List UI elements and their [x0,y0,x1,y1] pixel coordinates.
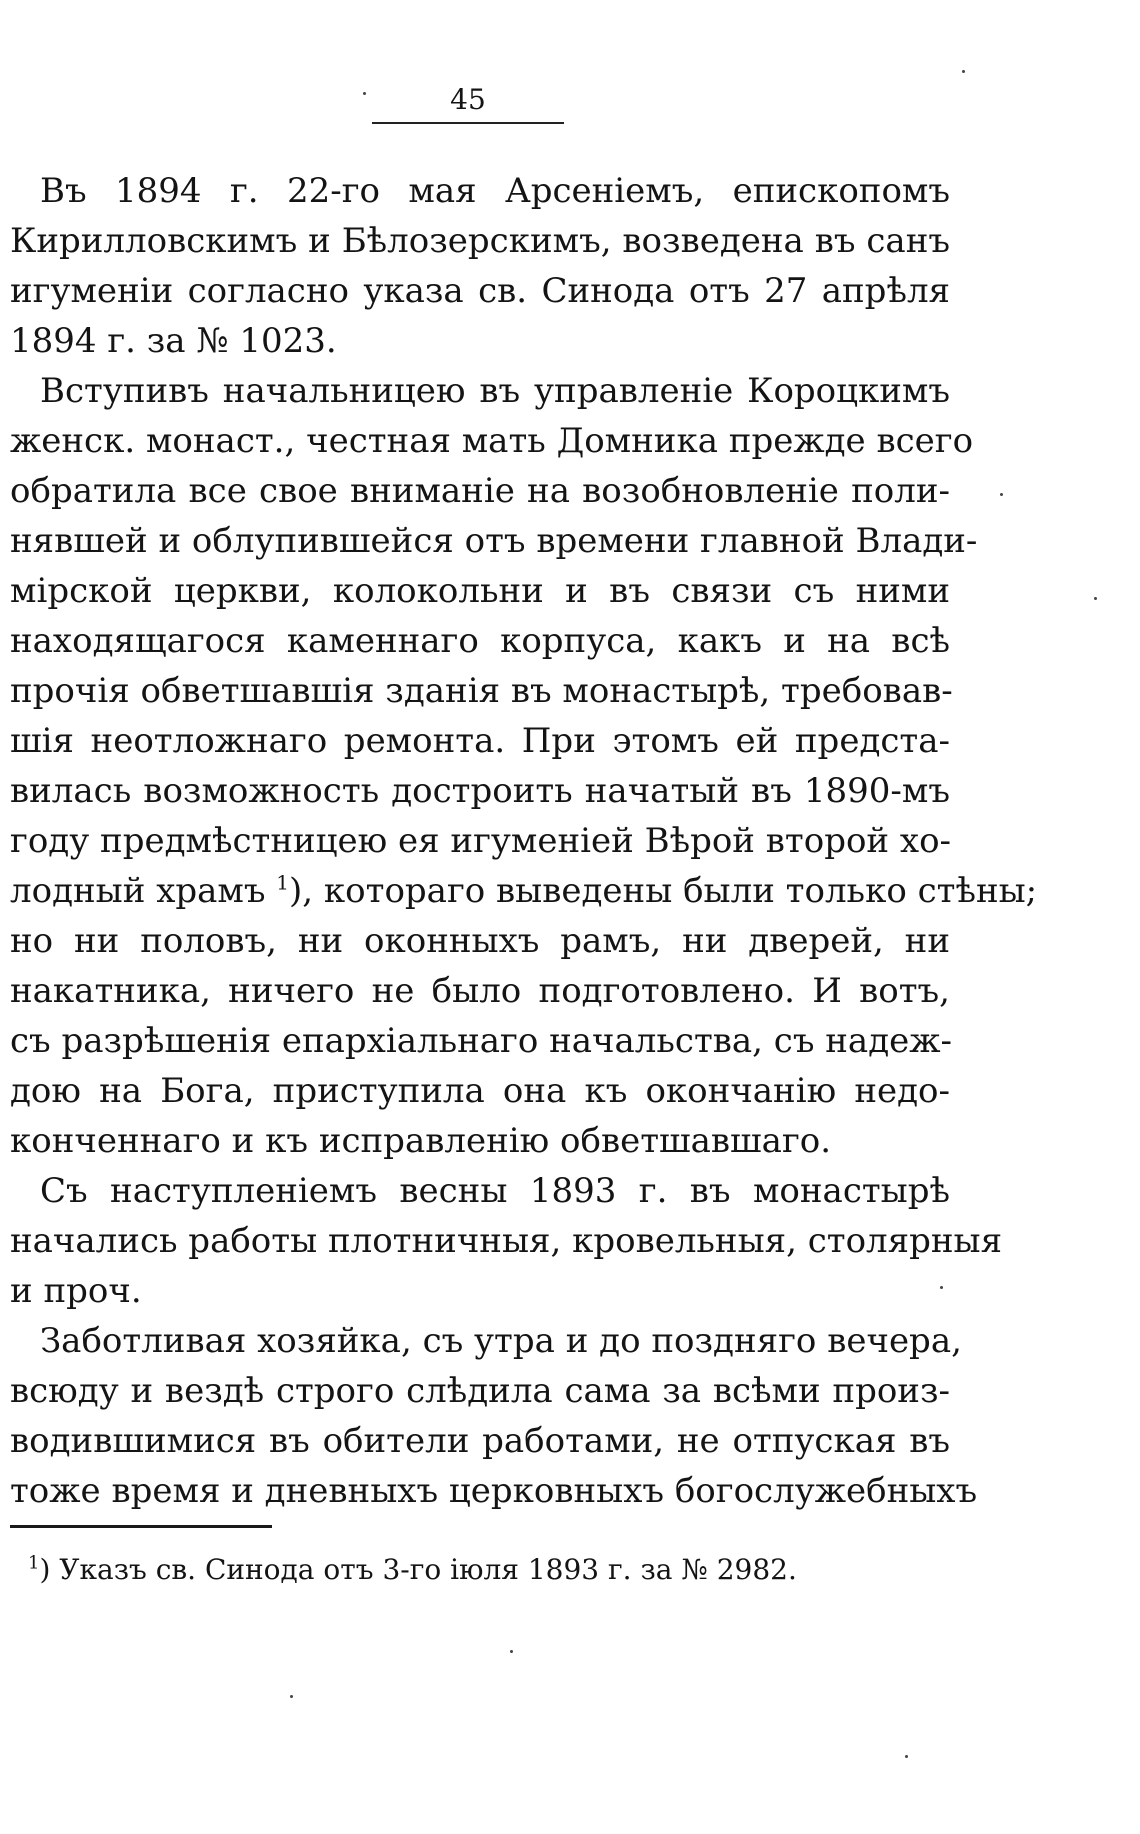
text-line: нявшей и облупившейся отъ времени главной Влади- [10,521,978,561]
footnote-reference: 1 [276,870,290,895]
text-line: но ни половъ, ни оконныхъ рамъ, ни дверей, ни [10,921,950,961]
text-segment: лодный храмъ [10,871,266,911]
text-line: шія неотложнаго ремонта. При этомъ ей предста- [10,721,950,761]
text-line: и проч. [10,1271,142,1311]
text-line: 1894 г. за № 1023. [10,321,337,361]
scan-speck [940,1286,943,1289]
text-line: прочія обветшавшія зданія въ монастырѣ, требовав- [10,671,953,711]
text-line: игуменіи согласно указа св. Синода отъ 27 апрѣля [10,271,950,311]
text-line: вилась возможность достроить начатый въ 1890-мъ [10,771,950,811]
text-line: водившимися въ обители работами, не отпуская въ [10,1421,950,1461]
text-line: начались работы плотничныя, кровельныя, столярныя [10,1221,1003,1261]
scan-speck [290,1695,293,1698]
scan-speck [962,70,965,73]
footnote-marker: 1 [28,1552,40,1574]
scan-speck [1094,597,1097,600]
footnote-divider [10,1525,272,1528]
text-line: съ разрѣшенія епархіальнаго начальства, съ надеж- [10,1021,953,1061]
text-line: году предмѣстницею ея игуменіей Вѣрой второй хо- [10,821,952,861]
text-line: конченнаго и къ исправленію обветшавшаго. [10,1121,832,1161]
text-line: Въ 1894 г. 22-го мая Арсеніемъ, епископомъ [40,171,950,211]
text-line: обратила все свое вниманіе на возобновленіе поли- [10,471,950,511]
scan-speck [510,1650,513,1653]
footnote-text: ) Указъ св. Синода отъ 3-го іюля 1893 г. за № 2982. [39,1553,797,1586]
text-line: находящагося каменнаго корпуса, какъ и на всѣ [10,621,950,661]
text-segment: ), котораго выведены были только стѣны; [289,871,1038,911]
page-number: 45 [372,82,564,124]
text-line: тоже время и дневныхъ церковныхъ богослужебныхъ [10,1471,978,1511]
text-line: накатника, ничего не было подготовлено. И вотъ, [10,971,950,1011]
text-line: Съ наступленіемъ весны 1893 г. въ монастырѣ [40,1171,950,1211]
text-line: Кирилловскимъ и Бѣлозерскимъ, возведена въ санъ [10,221,950,261]
text-line: женск. монаст., честная мать Домника прежде всего [10,421,974,461]
text-line: Заботливая хозяйка, съ утра и до поздняго вечера, [40,1321,962,1361]
footnote [28,1552,948,1588]
text-line: всюду и вездѣ строго слѣдила сама за всѣми произ- [10,1371,950,1411]
text-line: дою на Бога, приступила она къ окончанію недо- [10,1071,950,1111]
scan-speck [905,1755,908,1758]
text-line: мірской церкви, колокольни и въ связи съ ними [10,571,950,611]
body-text [10,166,1038,1516]
text-line: Вступивъ начальницею въ управленіе Короцкимъ [40,371,950,411]
text-line-with-footnote [10,866,1038,916]
scan-speck [363,92,366,95]
scan-speck [1000,493,1003,496]
